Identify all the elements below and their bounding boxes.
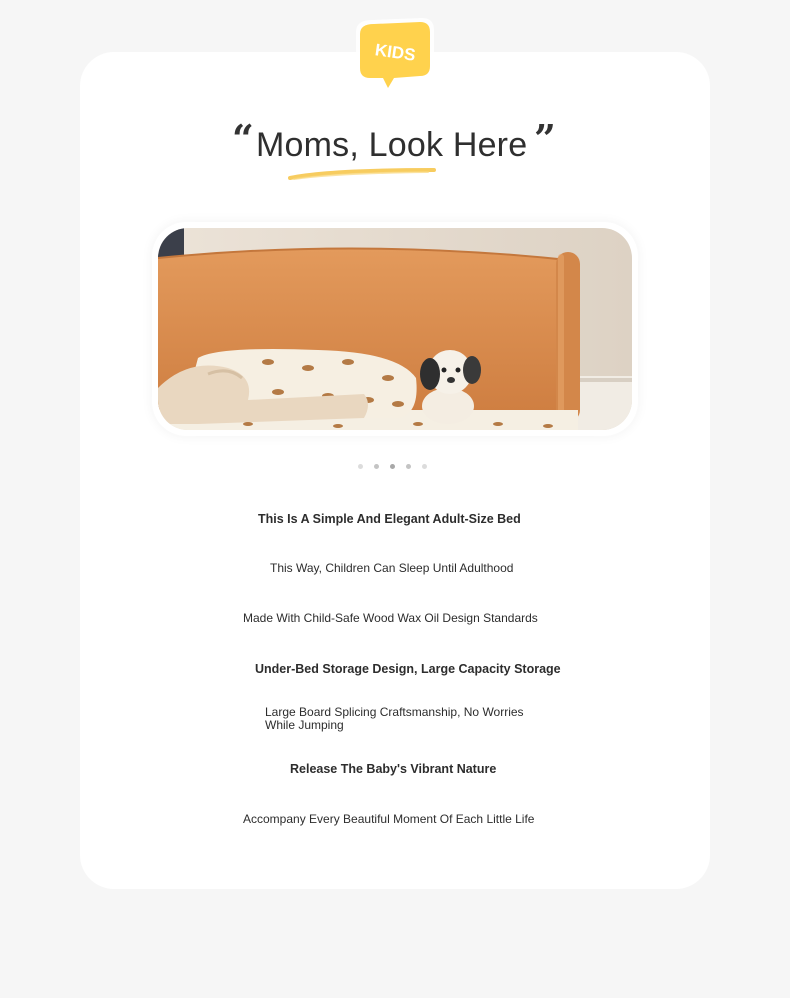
feature-item: Large Board Splicing Craftsmanship, No Worries While Jumping	[265, 705, 524, 732]
feature-item: This Way, Children Can Sleep Until Adulthood	[270, 561, 514, 575]
page-title: Moms, Look Here	[256, 126, 528, 164]
carousel-dot-active[interactable]	[390, 464, 395, 469]
kids-badge-text: KIDS	[373, 40, 417, 65]
feature-item: Release The Baby's Vibrant Nature	[290, 762, 497, 776]
feature-item: Accompany Every Beautiful Moment Of Each Little Life	[243, 812, 535, 826]
bed-photo[interactable]	[158, 228, 632, 430]
feature-item: Under-Bed Storage Design, Large Capacity Storage	[255, 662, 561, 676]
open-quote: “	[232, 116, 254, 161]
gallery-frame	[152, 222, 638, 436]
carousel-dots	[358, 464, 427, 472]
close-quote: ”	[534, 116, 556, 161]
feature-item: Made With Child-Safe Wood Wax Oil Design Standards	[243, 611, 538, 625]
carousel-dot[interactable]	[374, 464, 379, 469]
page-title-block	[228, 118, 562, 188]
carousel-dot[interactable]	[422, 464, 427, 469]
title-underline	[288, 166, 438, 182]
feature-item: This Is A Simple And Elegant Adult-Size Bed	[258, 512, 521, 526]
carousel-dot[interactable]	[406, 464, 411, 469]
carousel-dot[interactable]	[358, 464, 363, 469]
kids-badge-icon	[352, 14, 438, 100]
